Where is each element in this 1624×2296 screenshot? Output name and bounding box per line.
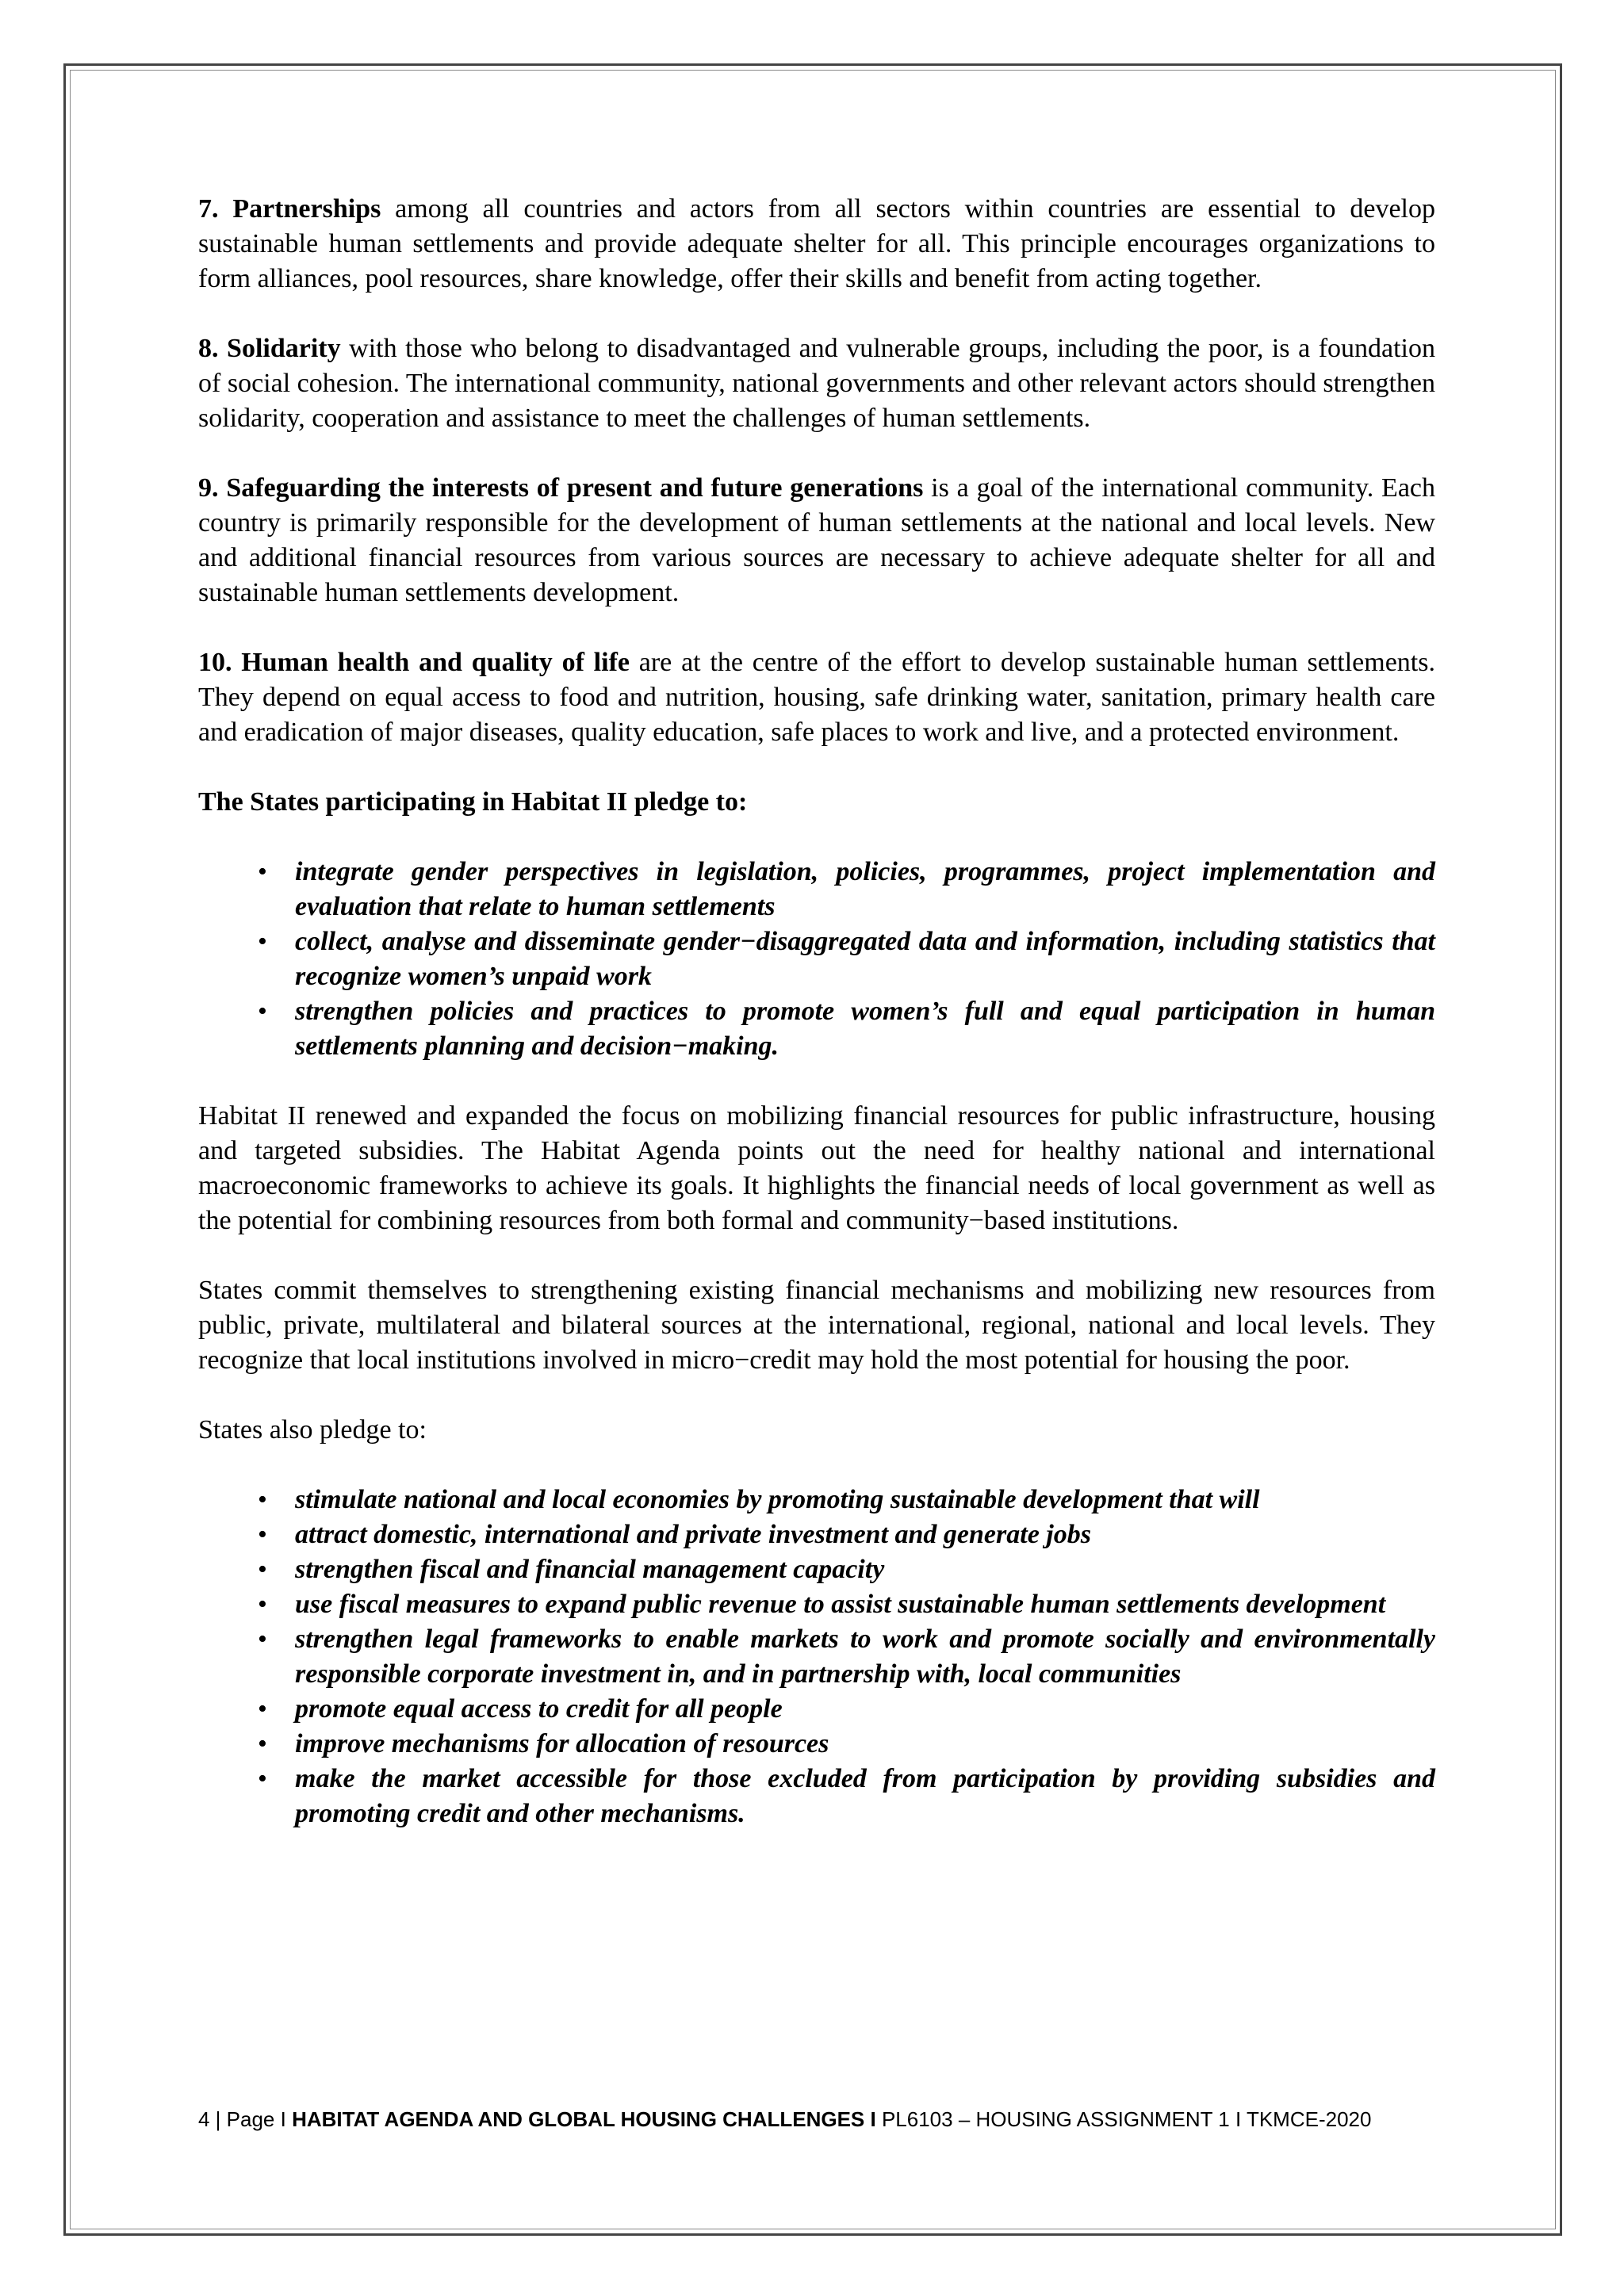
bullet-icon: • <box>258 1590 267 1619</box>
list-item <box>198 1692 1435 1727</box>
list-item <box>198 1762 1435 1831</box>
principle-10 <box>198 645 1435 750</box>
bullet-icon: • <box>258 1694 267 1724</box>
pledge-text: promote equal access to credit for all people <box>295 1694 783 1724</box>
bullet-icon: • <box>258 1764 267 1793</box>
bullet-icon: • <box>258 1555 267 1584</box>
principle-7 <box>198 192 1435 297</box>
principle-text: among all countries and actors from all sectors within countries are essential to develop sustainable human settlements and provide adequate shelter for all. This principle encourages organizations to form alliances, pool resources, share knowledge, offer their skills and benefit from acting together. <box>198 194 1435 293</box>
page-footer <box>198 2107 1371 2132</box>
economic-pledge-list <box>198 1483 1435 1831</box>
list-item <box>198 1483 1435 1517</box>
commitment-paragraph: States commit themselves to strengthening existing financial mechanisms and mobilizing new resources from public, private, multilateral and bilateral sources at the international, regional, national and local levels. They recognize that local institutions involved in micro−credit may hold the most potential for housing the poor. <box>198 1276 1435 1375</box>
bullet-icon: • <box>258 1520 267 1549</box>
list-item <box>198 924 1435 994</box>
principle-text: is a goal of the international community. Each country is primarily responsible for the development of human settlements at the national and local levels. New and additional financial resources from various sources are necessary to achieve adequate shelter for all and sustainable human settlements development. <box>198 473 1435 607</box>
pledge-text: improve mechanisms for allocation of resources <box>295 1729 829 1758</box>
also-pledge-label: States also pledge to: <box>198 1415 427 1445</box>
finance-paragraph: Habitat II renewed and expanded the focus on mobilizing financial resources for public infrastructure, housing and targeted subsidies. The Habitat Agenda points out the need for healthy national and international macroeconomic frameworks to achieve its goals. It highlights the financial needs of local government as well as the potential for combining resources from both formal and community−based institutions. <box>198 1101 1435 1235</box>
pledge-text: attract domestic, international and private investment and generate jobs <box>295 1520 1091 1549</box>
bullet-icon: • <box>258 927 267 956</box>
principle-title: 8. Solidarity <box>198 334 341 363</box>
principle-text: are at the centre of the effort to develop sustainable human settlements. They depend on equal access to food and nutrition, housing, safe drinking water, sanitation, primary health care and eradication of major diseases, quality education, safe places to work and live, and a protected environment. <box>198 648 1435 747</box>
list-item <box>198 994 1435 1064</box>
pledge-text: use fiscal measures to expand public revenue to assist sustainable human settlements development <box>295 1590 1386 1619</box>
principle-8 <box>198 331 1435 436</box>
footer-course: PL6103 – HOUSING ASSIGNMENT 1 I TKMCE-2020 <box>881 2107 1372 2131</box>
bullet-icon: • <box>258 1624 267 1654</box>
pledge-text: collect, analyse and disseminate gender−disaggregated data and information, including statistics that recognize women’s unpaid work <box>295 927 1435 991</box>
list-item <box>198 1587 1435 1622</box>
footer-page-label: 4 | Page I <box>198 2107 293 2131</box>
bullet-icon: • <box>258 857 267 886</box>
page-content <box>198 192 1435 1866</box>
bullet-icon: • <box>258 997 267 1026</box>
footer-title: HABITAT AGENDA AND GLOBAL HOUSING CHALLENGES I <box>292 2107 882 2131</box>
pledge-text: make the market accessible for those excluded from participation by providing subsidies and promoting credit and other mechanisms. <box>295 1764 1435 1828</box>
pledge-text: integrate gender perspectives in legislation, policies, programmes, project implementation and evaluation that relate to human settlements <box>295 857 1435 921</box>
pledge-text: strengthen policies and practices to promote women’s full and equal participation in human settlements planning and decision−making. <box>295 997 1435 1061</box>
list-item <box>198 1552 1435 1587</box>
principle-title: 9. Safeguarding the interests of present and future generations <box>198 473 924 503</box>
pledge-heading: The States participating in Habitat II pledge to: <box>198 787 748 817</box>
list-item <box>198 1517 1435 1552</box>
principle-title: 7. Partnerships <box>198 194 381 224</box>
pledge-text: stimulate national and local economies by promoting sustainable development that will <box>295 1485 1260 1514</box>
principle-text: with those who belong to disadvantaged and vulnerable groups, including the poor, is a foundation of social cohesion. The international community, national governments and other relevant actors should strengthen solidarity, cooperation and assistance to meet the challenges of human settlements. <box>198 334 1435 433</box>
bullet-icon: • <box>258 1729 267 1758</box>
list-item <box>198 1622 1435 1692</box>
list-item <box>198 855 1435 924</box>
pledge-text: strengthen legal frameworks to enable markets to work and promote socially and environmentally responsible corporate investment in, and in partnership with, local communities <box>295 1624 1435 1689</box>
list-item <box>198 1727 1435 1762</box>
bullet-icon: • <box>258 1485 267 1514</box>
principle-9 <box>198 471 1435 610</box>
pledge-text: strengthen fiscal and financial management capacity <box>295 1555 885 1584</box>
gender-pledge-list <box>198 855 1435 1064</box>
principle-title: 10. Human health and quality of life <box>198 648 630 677</box>
